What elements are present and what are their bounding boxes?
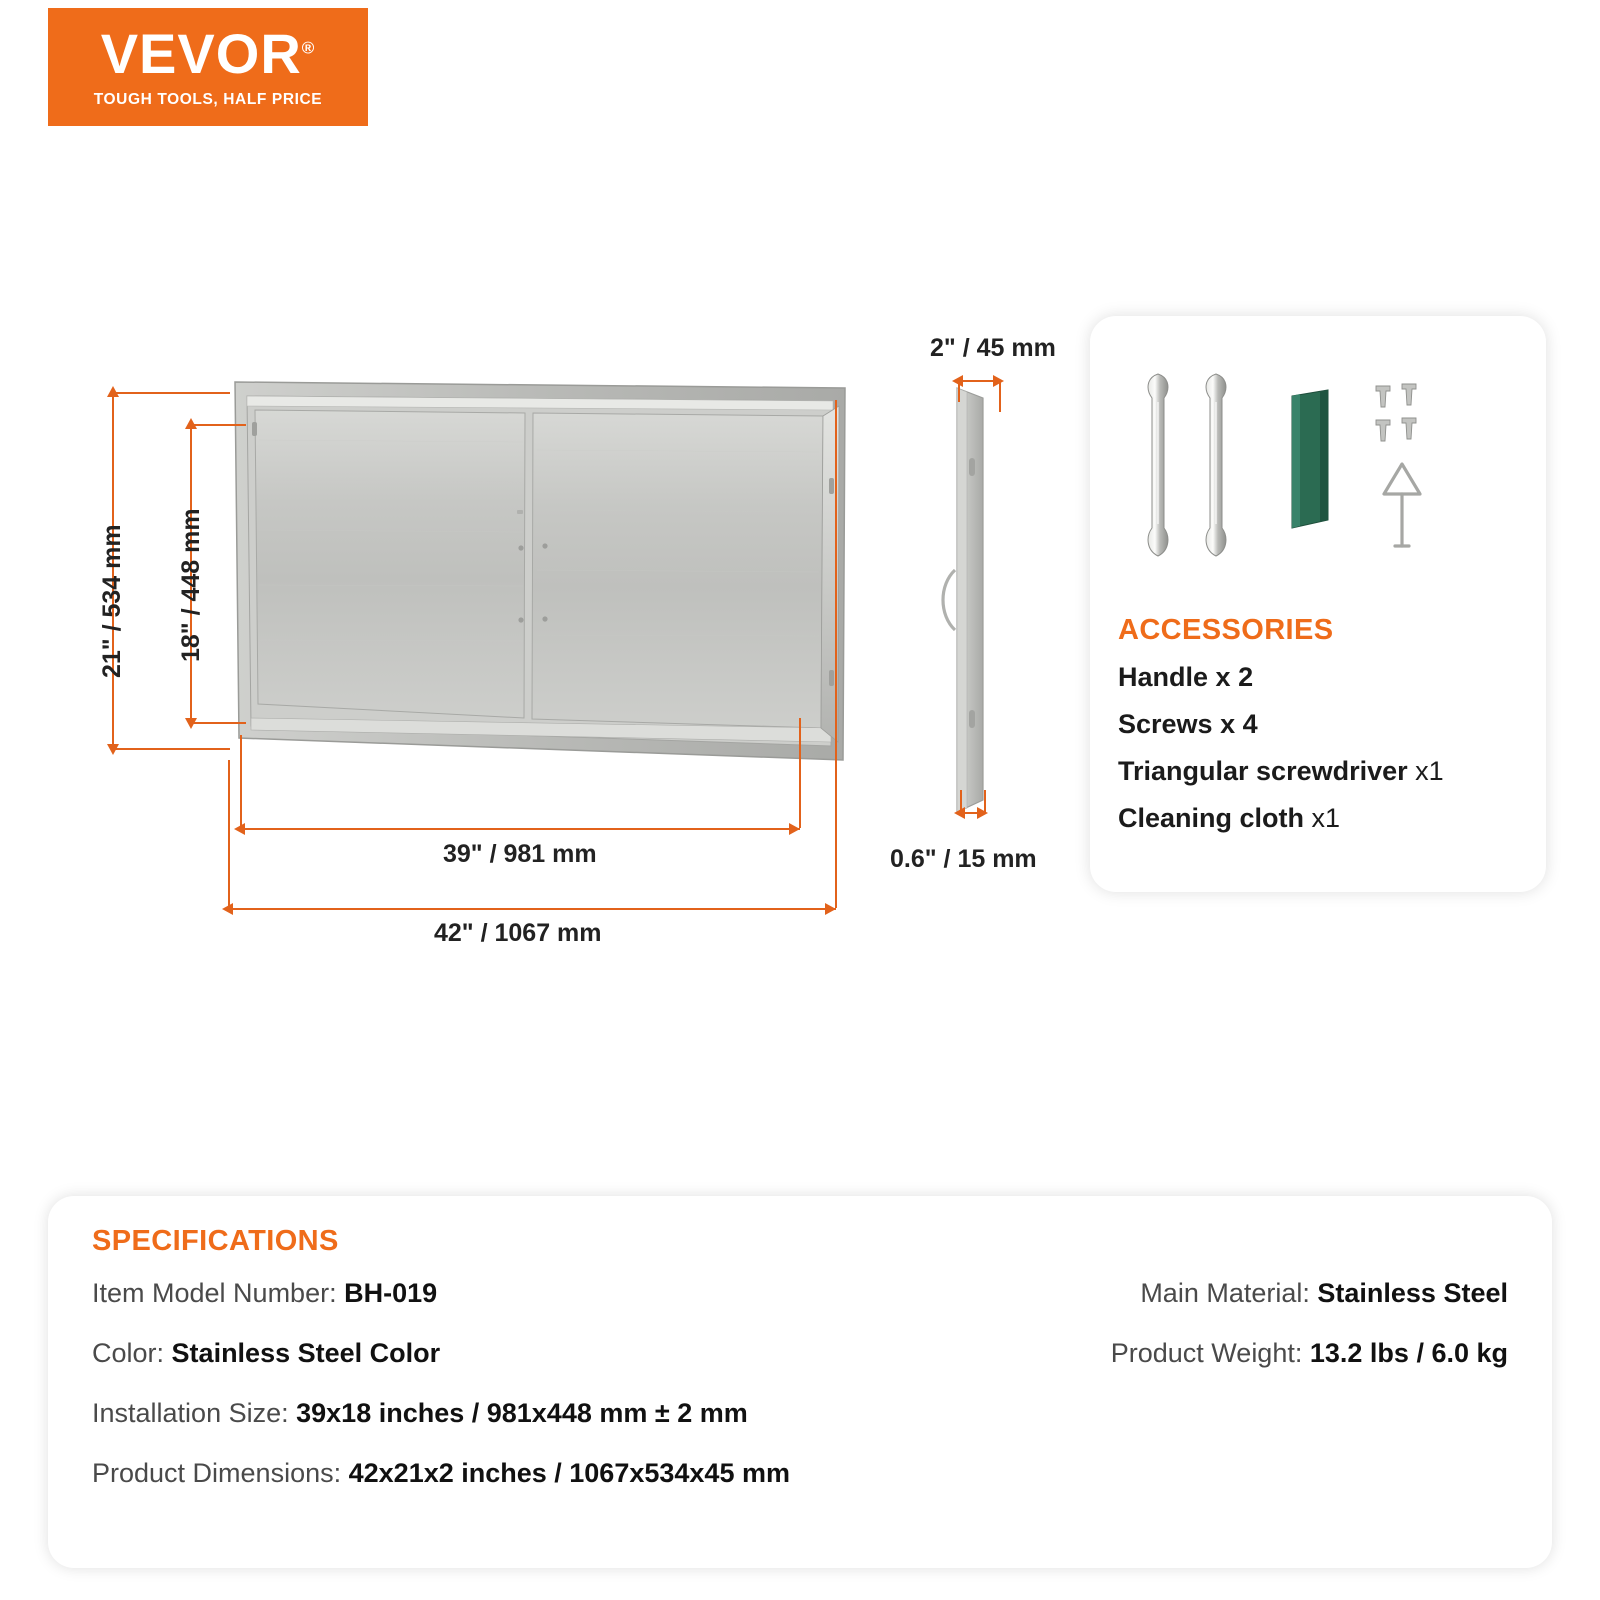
registered-mark: ® bbox=[301, 37, 316, 57]
dim-ext-outer-height-bottom bbox=[112, 748, 230, 750]
spec-label: Product Dimensions: bbox=[92, 1458, 342, 1488]
accessory-qty: x 2 bbox=[1215, 662, 1254, 692]
accessory-qty: x1 bbox=[1415, 756, 1444, 786]
accessory-label: Handle bbox=[1118, 662, 1209, 692]
dim-ext-outer-height-top bbox=[112, 392, 230, 394]
dim-ext-outer-width-left bbox=[228, 760, 230, 908]
dim-ext-depth-flange-right bbox=[984, 790, 986, 812]
spec-row bbox=[1140, 1278, 1508, 1309]
accessory-label: Cleaning cloth bbox=[1118, 803, 1305, 833]
accessory-qty: x1 bbox=[1311, 803, 1341, 833]
spec-row bbox=[92, 1338, 440, 1369]
dim-ext-depth-flange-left bbox=[960, 790, 962, 812]
dim-ext-inner-height-top bbox=[190, 424, 246, 426]
spec-value: Stainless Steel Color bbox=[171, 1338, 441, 1368]
spec-row bbox=[92, 1458, 790, 1489]
specifications-title: SPECIFICATIONS bbox=[92, 1225, 339, 1257]
spec-label: Installation Size: bbox=[92, 1398, 289, 1428]
spec-value: 39x18 inches / 981x448 mm ± 2 mm bbox=[296, 1398, 748, 1428]
list-item bbox=[1118, 709, 1528, 740]
accessories-icons bbox=[1140, 368, 1470, 588]
dim-depth-flange-label: 0.6" / 15 mm bbox=[890, 845, 1037, 873]
spec-value: Stainless Steel bbox=[1317, 1278, 1508, 1308]
spec-row bbox=[1111, 1338, 1508, 1369]
accessory-label: Triangular screwdriver bbox=[1118, 756, 1408, 786]
dim-ext-depth-total-right bbox=[999, 380, 1001, 412]
spec-label: Color: bbox=[92, 1338, 165, 1368]
brand-name-text: VEVOR bbox=[100, 21, 302, 85]
dim-line-outer-width bbox=[228, 908, 836, 910]
spec-value: BH-019 bbox=[344, 1278, 438, 1308]
brand-name bbox=[100, 21, 316, 85]
spec-value: 42x21x2 inches / 1067x534x45 mm bbox=[348, 1458, 790, 1488]
vevor-logo bbox=[48, 8, 368, 126]
dim-inner-height-label: 18" / 448 mm bbox=[177, 508, 205, 662]
spec-label: Main Material: bbox=[1140, 1278, 1310, 1308]
spec-row bbox=[92, 1278, 437, 1309]
brand-tagline: TOUGH TOOLS, HALF PRICE bbox=[93, 90, 323, 108]
accessory-label: Screws bbox=[1118, 709, 1213, 739]
dim-ext-inner-height-bottom bbox=[190, 722, 246, 724]
list-item bbox=[1118, 756, 1528, 787]
spec-row bbox=[92, 1398, 748, 1429]
handle-icon bbox=[1206, 374, 1226, 556]
dim-ext-inner-width-left bbox=[240, 735, 242, 828]
dim-depth-total-label: 2" / 45 mm bbox=[930, 334, 1056, 362]
cleaning-cloth-icon bbox=[1292, 390, 1328, 528]
accessories-list bbox=[1118, 662, 1528, 850]
door-front-illustration bbox=[225, 370, 855, 790]
handle-icon bbox=[1148, 374, 1168, 556]
dim-arrow-depth-flange-right bbox=[977, 807, 988, 819]
dim-ext-inner-width-right bbox=[799, 718, 801, 828]
screws-icon bbox=[1376, 384, 1416, 441]
door-side-illustration bbox=[925, 380, 1035, 820]
list-item bbox=[1118, 662, 1528, 693]
dim-line-inner-width bbox=[240, 828, 800, 830]
spec-label: Item Model Number: bbox=[92, 1278, 337, 1308]
accessory-qty: x 4 bbox=[1220, 709, 1258, 739]
dim-outer-width-label: 42" / 1067 mm bbox=[434, 919, 602, 947]
triangular-screwdriver-icon bbox=[1384, 464, 1420, 546]
dim-ext-depth-total-left bbox=[958, 380, 960, 402]
dim-inner-width-label: 39" / 981 mm bbox=[443, 840, 597, 868]
list-item bbox=[1118, 803, 1528, 834]
dim-outer-height-label: 21" / 534 mm bbox=[98, 524, 126, 678]
dim-ext-outer-width-right bbox=[835, 400, 837, 908]
accessories-title: ACCESSORIES bbox=[1118, 614, 1334, 646]
spec-label: Product Weight: bbox=[1110, 1338, 1303, 1368]
spec-value: 13.2 lbs / 6.0 kg bbox=[1309, 1338, 1508, 1368]
